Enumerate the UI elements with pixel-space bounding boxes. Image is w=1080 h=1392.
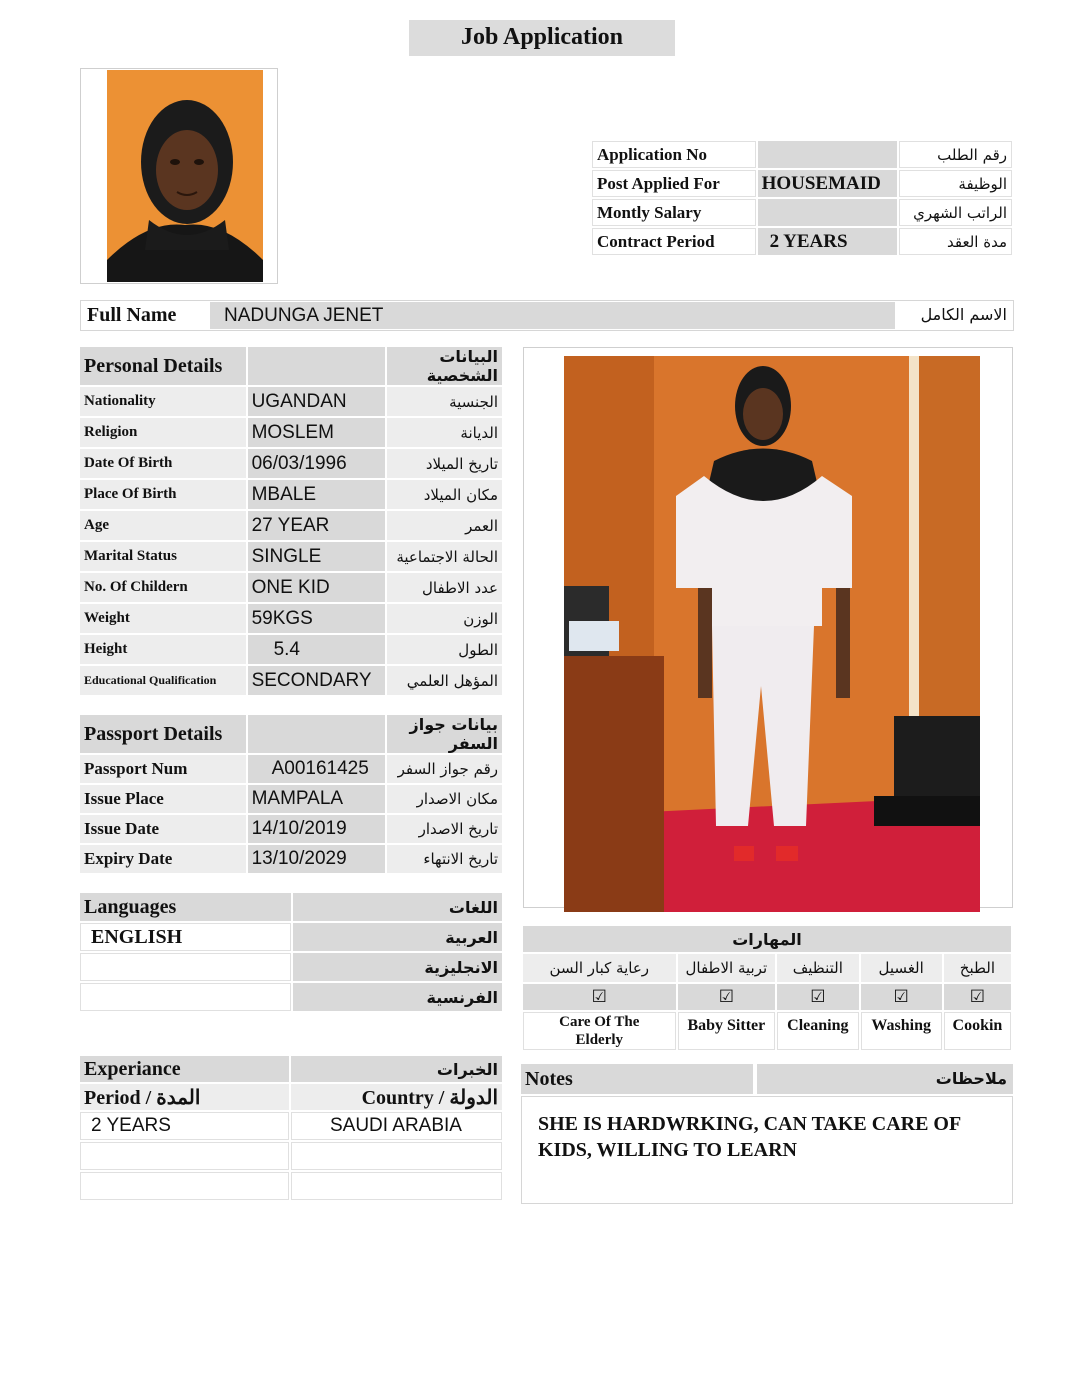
table-row xyxy=(80,542,502,571)
portrait-photo xyxy=(80,68,278,284)
table-row xyxy=(80,418,502,447)
passport-details-table xyxy=(78,713,504,875)
experience-country-1: SAUDI ARABIA xyxy=(291,1112,502,1140)
table-row xyxy=(80,755,502,783)
experience-period-3 xyxy=(80,1172,289,1200)
table-row xyxy=(592,170,1012,197)
notes-text: SHE IS HARDWRKING, CAN TAKE CARE OF KIDS, WILLING TO LEARN xyxy=(521,1096,1013,1204)
table-row xyxy=(80,815,502,843)
post-applied-label-ar: الوظيفة xyxy=(899,170,1012,197)
children-label-ar: عدد الاطفال xyxy=(387,573,502,602)
height-label: Height xyxy=(80,635,246,664)
experience-country-2 xyxy=(291,1142,502,1170)
issue-date-label: Issue Date xyxy=(80,815,246,843)
experience-title-ar: الخبرات xyxy=(291,1056,502,1082)
language-french-label: الفرنسية xyxy=(293,983,502,1011)
contract-period-label: Contract Period xyxy=(592,228,756,255)
weight-label-ar: الوزن xyxy=(387,604,502,633)
full-name-label-ar: الاسم الكامل xyxy=(920,305,1007,324)
table-row xyxy=(80,923,502,951)
table-row xyxy=(80,1112,502,1140)
notes-title: Notes xyxy=(521,1064,753,1094)
languages-table xyxy=(78,891,504,1013)
table-row xyxy=(80,511,502,540)
table-row xyxy=(592,228,1012,255)
skill-baby-sitter-label: Baby Sitter xyxy=(678,1012,776,1050)
notes-header xyxy=(521,1064,1013,1094)
skill-washing-label: Washing xyxy=(861,1012,942,1050)
table-row xyxy=(80,785,502,813)
age-label: Age xyxy=(80,511,246,540)
issue-place-label: Issue Place xyxy=(80,785,246,813)
salary-label-ar: الراتب الشهري xyxy=(899,199,1012,226)
experience-period-1: 2 YEARS xyxy=(80,1112,289,1140)
language-value-1: ENGLISH xyxy=(80,923,291,951)
section-header xyxy=(80,347,502,385)
salary-label: Montly Salary xyxy=(592,199,756,226)
section-header xyxy=(80,893,502,921)
height-value: 5.4 xyxy=(248,635,385,664)
section-header xyxy=(80,1056,502,1082)
birth-place-label: Place Of Birth xyxy=(80,480,246,509)
table-header xyxy=(80,1084,502,1110)
language-value-2 xyxy=(80,953,291,981)
application-no-value xyxy=(758,141,897,168)
skills-table xyxy=(521,924,1013,1052)
dob-value: 06/03/1996 xyxy=(248,449,385,478)
table-row xyxy=(80,1142,502,1170)
passport-details-title: Passport Details xyxy=(80,715,246,753)
period-header: Period / المدة xyxy=(80,1084,289,1110)
skill-cleaning-label: Cleaning xyxy=(777,1012,858,1050)
experience-period-2 xyxy=(80,1142,289,1170)
personal-details-table xyxy=(78,345,504,697)
skill-washing-checkbox[interactable]: ☑ xyxy=(861,984,942,1010)
notes-title-ar: ملاحظات xyxy=(757,1064,1013,1094)
full-name-row xyxy=(80,300,1014,331)
language-arabic-label: العربية xyxy=(293,923,502,951)
table-row xyxy=(80,666,502,695)
skills-title-ar: المهارات xyxy=(523,926,1011,952)
skill-cleaning-checkbox[interactable]: ☑ xyxy=(777,984,858,1010)
full-body-photo xyxy=(523,347,1013,908)
marital-status-label-ar: الحالة الاجتماعية xyxy=(387,542,502,571)
page-title: Job Application xyxy=(409,20,675,56)
nationality-value: UGANDAN xyxy=(248,387,385,416)
full-name-label: Full Name xyxy=(87,304,177,326)
language-value-3 xyxy=(80,983,291,1011)
skill-elderly-care-checkbox[interactable]: ☑ xyxy=(523,984,676,1010)
languages-title: Languages xyxy=(80,893,291,921)
table-row xyxy=(80,845,502,873)
marital-status-value: SINGLE xyxy=(248,542,385,571)
weight-label: Weight xyxy=(80,604,246,633)
full-name-value: NADUNGA JENET xyxy=(210,302,895,329)
skill-elderly-care-label: Care Of The Elderly xyxy=(523,1012,676,1050)
table-row xyxy=(80,449,502,478)
issue-date-label-ar: تاريخ الاصدار xyxy=(387,815,502,843)
table-row xyxy=(80,983,502,1011)
passport-num-label: Passport Num xyxy=(80,755,246,783)
contract-period-label-ar: مدة العقد xyxy=(899,228,1012,255)
section-header xyxy=(80,715,502,753)
skill-baby-sitter-checkbox[interactable]: ☑ xyxy=(678,984,776,1010)
issue-date-value: 14/10/2019 xyxy=(248,815,385,843)
table-row xyxy=(80,573,502,602)
country-header: Country / الدولة xyxy=(291,1084,502,1110)
skill-cooking-checkbox[interactable]: ☑ xyxy=(944,984,1011,1010)
religion-value: MOSLEM xyxy=(248,418,385,447)
notes-section xyxy=(521,1064,1013,1204)
dob-label-ar: تاريخ الميلاد xyxy=(387,449,502,478)
age-value: 27 YEAR xyxy=(248,511,385,540)
table-row xyxy=(80,480,502,509)
skill-elderly-care-ar: رعاية كبار السن xyxy=(523,954,676,982)
education-label-ar: المؤهل العلمي xyxy=(387,666,502,695)
experience-title: Experiance xyxy=(80,1056,289,1082)
expiry-date-label: Expiry Date xyxy=(80,845,246,873)
education-label: Educational Qualification xyxy=(80,666,246,695)
application-no-label-ar: رقم الطلب xyxy=(899,141,1012,168)
children-value: ONE KID xyxy=(248,573,385,602)
personal-details-title-ar: البيانات الشخصية xyxy=(387,347,502,385)
skill-washing-ar: الغسيل xyxy=(861,954,942,982)
skill-cleaning-ar: التنظيف xyxy=(777,954,858,982)
application-info-table xyxy=(590,139,1014,257)
table-row xyxy=(592,199,1012,226)
section-header xyxy=(523,926,1011,952)
table-row xyxy=(80,1172,502,1200)
passport-details-title-ar: بيانات جواز السفر xyxy=(387,715,502,753)
religion-label-ar: الديانة xyxy=(387,418,502,447)
dob-label: Date Of Birth xyxy=(80,449,246,478)
skill-baby-sitter-ar: تربية الاطفال xyxy=(678,954,776,982)
contract-period-value: 2 YEARS xyxy=(758,228,897,255)
experience-country-3 xyxy=(291,1172,502,1200)
table-row xyxy=(80,635,502,664)
expiry-date-label-ar: تاريخ الانتهاء xyxy=(387,845,502,873)
table-row xyxy=(523,984,1011,1010)
issue-place-label-ar: مكان الاصدار xyxy=(387,785,502,813)
salary-value xyxy=(758,199,897,226)
table-row xyxy=(80,604,502,633)
height-label-ar: الطول xyxy=(387,635,502,664)
personal-details-title: Personal Details xyxy=(80,347,246,385)
skill-cooking-ar: الطبخ xyxy=(944,954,1011,982)
experience-table xyxy=(78,1054,504,1202)
language-english-label: الانجليزية xyxy=(293,953,502,981)
table-row xyxy=(80,387,502,416)
table-row xyxy=(592,141,1012,168)
issue-place-value: MAMPALA xyxy=(248,785,385,813)
portrait-image xyxy=(107,70,263,282)
table-row xyxy=(523,1012,1011,1050)
post-applied-value: HOUSEMAID xyxy=(758,170,897,197)
nationality-label-ar: الجنسية xyxy=(387,387,502,416)
weight-value: 59KGS xyxy=(248,604,385,633)
full-body-image xyxy=(564,356,980,912)
marital-status-label: Marital Status xyxy=(80,542,246,571)
application-no-label: Application No xyxy=(592,141,756,168)
expiry-date-value: 13/10/2029 xyxy=(248,845,385,873)
religion-label: Religion xyxy=(80,418,246,447)
birth-place-label-ar: مكان الميلاد xyxy=(387,480,502,509)
passport-num-label-ar: رقم جواز السفر xyxy=(387,755,502,783)
children-label: No. Of Childern xyxy=(80,573,246,602)
education-value: SECONDARY xyxy=(248,666,385,695)
birth-place-value: MBALE xyxy=(248,480,385,509)
passport-num-value: A00161425 xyxy=(248,755,385,783)
nationality-label: Nationality xyxy=(80,387,246,416)
skill-cooking-label: Cookin xyxy=(944,1012,1011,1050)
age-label-ar: العمر xyxy=(387,511,502,540)
post-applied-label: Post Applied For xyxy=(592,170,756,197)
table-row xyxy=(523,954,1011,982)
languages-title-ar: اللغات xyxy=(293,893,502,921)
table-row xyxy=(80,953,502,981)
